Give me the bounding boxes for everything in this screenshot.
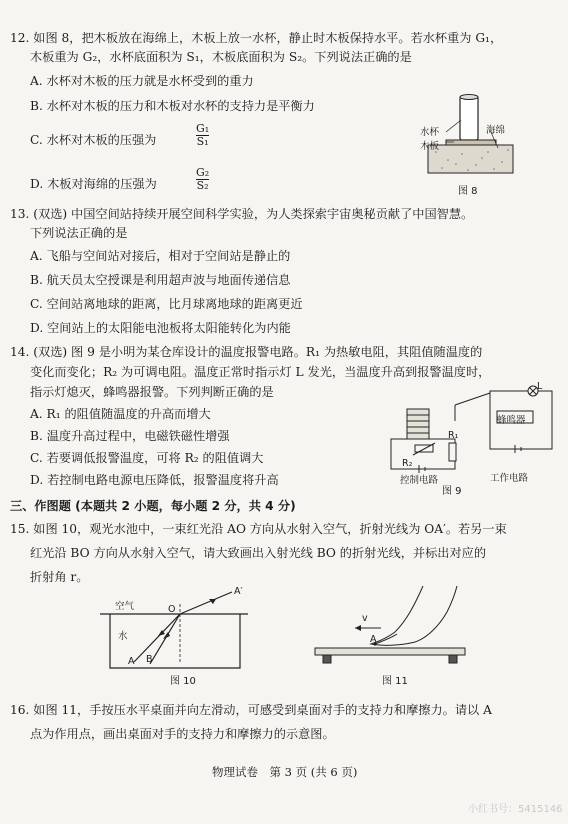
- q14-option-d: D. 若控制电路电源电压降低，报警温度将升高: [30, 473, 279, 487]
- q13-line1: 13. (双选) 中国空间站持续开展空间科学实验，为人类探索宇宙奥秘贡献了中国智慧。: [10, 207, 474, 221]
- q15-line1: 15. 如图 10，观光水池中，一束红光沿 AO 方向从水射入空气，折射光线为 OA′。若另一束: [10, 522, 507, 536]
- watermark: 小红书号：5415146: [468, 804, 563, 815]
- section-3-title: 三、作图题 (本题共 2 小题，每小题 2 分，共 4 分): [10, 499, 296, 513]
- q14-line2: 变化而变化；R₂ 为可调电阻。温度正常时指示灯 L 发光，当温度升高到报警温度时，: [30, 365, 491, 379]
- figure-8-caption: 图 8: [458, 186, 478, 197]
- figure-8-label-cup: 水杯: [420, 127, 440, 138]
- q15-line2: 红光沿 BO 方向从水射入空气，请大致画出入射光线 BO 的折射光线，并标出对应的: [30, 546, 487, 560]
- figure-11-caption: 图 11: [382, 676, 408, 687]
- q13-option-b: B. 航天员太空授课是利用超声波与地面传递信息: [30, 273, 291, 287]
- figure-8-label-sponge: 海绵: [486, 125, 506, 136]
- figure-9-label-work: 工作电路: [490, 473, 529, 484]
- page-footer: 物理试卷 第 3 页 (共 6 页): [212, 765, 358, 779]
- q14-line1: 14. (双选) 图 9 是小明为某仓库设计的温度报警电路。R₁ 为热敏电阻，其阻值随温度的: [10, 345, 483, 359]
- q12-line1: 12. 如图 8，把木板放在海绵上，木板上放一水杯，静止时木板保持水平。若水杯重为 G₁，: [10, 31, 503, 45]
- q13-option-d: D. 空间站上的太阳能电池板将太阳能转化为内能: [30, 321, 291, 335]
- figure-11-diagram: [315, 586, 475, 666]
- figure-10-label-o: O: [168, 604, 176, 615]
- q12-option-d-fraction: [196, 167, 209, 192]
- figure-8-label-board: 木板: [420, 141, 440, 152]
- q12-option-d-numerator: G₂: [196, 166, 210, 179]
- figure-10-label-air: 空气: [115, 601, 135, 612]
- figure-9-label-buzzer: 蜂鸣器: [497, 415, 526, 426]
- q12-line2: 木板重为 G₂，水杯底面积为 S₁，木板底面积为 S₂。下列说法正确的是: [30, 50, 412, 64]
- figure-11-label-a: A: [370, 634, 377, 645]
- q14-option-c: C. 若要调低报警温度，可将 R₂ 的阻值调大: [30, 451, 264, 465]
- q13-line2: 下列说法正确的是: [30, 226, 128, 240]
- q16-line1: 16. 如图 11，手按压水平桌面并向左滑动，可感受到桌面对手的支持力和摩擦力。请以 A: [10, 703, 492, 717]
- q16-line2: 点为作用点，画出桌面对手的支持力和摩擦力的示意图。: [30, 727, 335, 741]
- figure-10-label-water: 水: [118, 631, 128, 642]
- q12-option-c-fraction: [196, 123, 209, 148]
- figure-9-caption: 图 9: [442, 486, 462, 497]
- figure-10-label-a-prime: A′: [234, 586, 243, 597]
- figure-9-label-lamp: L: [537, 381, 543, 392]
- figure-9-label-control: 控制电路: [400, 475, 439, 486]
- q12-option-d: D. 木板对海绵的压强为: [30, 177, 157, 191]
- q14-option-a: A. R₁ 的阻值随温度的升高而增大: [30, 407, 211, 421]
- figure-10-label-a: A: [128, 656, 135, 667]
- q15-line3: 折射角 r。: [30, 570, 89, 584]
- figure-9-label-r1: R₁: [448, 430, 459, 441]
- q12-option-a: A. 水杯对木板的压力就是水杯受到的重力: [30, 74, 254, 88]
- figure-11-label-v: v: [362, 613, 368, 624]
- figure-9-label-r2: R₂: [402, 458, 413, 469]
- q12-option-c-numerator: G₁: [196, 122, 210, 135]
- q12-option-d-denominator: S₂: [196, 179, 209, 192]
- q12-option-c-denominator: S₁: [196, 135, 209, 148]
- q13-option-a: A. 飞船与空间站对接后，相对于空间站是静止的: [30, 249, 291, 263]
- figure-10-label-b: B: [146, 654, 153, 665]
- q14-option-b: B. 温度升高过程中，电磁铁磁性增强: [30, 429, 230, 443]
- q13-option-c: C. 空间站离地球的距离，比月球离地球的距离更近: [30, 297, 303, 311]
- figure-10-caption: 图 10: [170, 676, 196, 687]
- q12-option-c: C. 水杯对木板的压强为: [30, 133, 157, 147]
- q14-line3: 指示灯熄灭，蜂鸣器报警。下列判断正确的是: [30, 385, 274, 399]
- q12-option-b: B. 水杯对木板的压力和木板对水杯的支持力是平衡力: [30, 99, 315, 113]
